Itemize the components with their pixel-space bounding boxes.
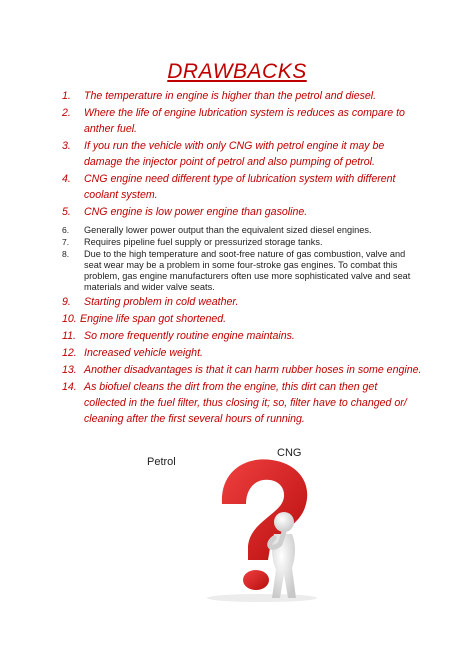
item-number: 7. (62, 237, 70, 247)
item-text: Increased vehicle weight. (84, 347, 203, 359)
list-item (62, 249, 422, 293)
list-item (62, 138, 422, 170)
item-text: Generally lower power output than the equivalent sized diesel engines. (84, 225, 372, 235)
item-number: 3. (62, 140, 71, 152)
item-text: Due to the high temperature and soot-free nature of gas combustion, valve and seat wear may be a problem in some four-stroke gas engines. To combat this problem, gas engine manufacturers often use more sophisticated valve and seat materials and wider valve seats. (84, 249, 411, 292)
item-text: So more frequently routine engine maintains. (84, 330, 295, 342)
shadow (207, 594, 317, 602)
item-number: 1. (62, 90, 71, 102)
person-head (274, 512, 294, 532)
item-text: CNG engine need different type of lubrication system with different coolant system. (84, 173, 396, 201)
item-text: Where the life of engine lubrication system is reduces as compare to anther fuel. (84, 107, 405, 135)
item-text: Another disadvantages is that it can harm rubber hoses in some engine. (84, 364, 422, 376)
item-number: 10. (62, 313, 77, 325)
person-body (272, 534, 296, 598)
item-number: 11. (62, 330, 76, 342)
list-item (62, 345, 422, 361)
list-item (62, 294, 422, 310)
petrol-label: Petrol (147, 456, 176, 468)
list-item (62, 105, 422, 137)
list-item (62, 362, 422, 378)
list-item (62, 379, 422, 427)
item-number: 9. (62, 296, 71, 308)
item-text: CNG engine is low power engine than gasoline. (84, 206, 308, 218)
item-number: 6. (62, 225, 70, 235)
question-mark-person-icon (192, 452, 332, 602)
list-item (62, 204, 422, 220)
item-number: 4. (62, 173, 71, 185)
cng-label: CNG (277, 447, 302, 459)
list-item (62, 237, 422, 248)
item-number: 13. (62, 364, 77, 376)
item-text: Engine life span got shortened. (80, 313, 227, 325)
page-title: DRAWBACKS (167, 60, 307, 83)
item-number: 14. (62, 381, 77, 393)
list-item (62, 225, 422, 236)
item-number: 2. (62, 107, 71, 119)
list-item (62, 311, 422, 327)
item-text: The temperature in engine is higher than the petrol and diesel. (84, 90, 377, 102)
list-item (62, 171, 422, 203)
item-text: Requires pipeline fuel supply or pressurized storage tanks. (84, 237, 323, 247)
list-item (62, 328, 422, 344)
item-text: Starting problem in cold weather. (84, 296, 239, 308)
item-number: 12. (62, 347, 77, 359)
item-number: 5. (62, 206, 71, 218)
item-number: 8. (62, 249, 70, 259)
drawbacks-list (62, 88, 422, 428)
question-mark-dot (243, 570, 269, 590)
list-item (62, 88, 422, 104)
item-text: If you run the vehicle with only CNG with petrol engine it may be damage the injector point of petrol and also pumping of petrol. (84, 140, 385, 168)
item-text: As biofuel cleans the dirt from the engine, this dirt can then get collected in the fuel filter, thus closing it; so, filter have to changed or/ cleaning after the first several hours of running. (84, 381, 407, 425)
